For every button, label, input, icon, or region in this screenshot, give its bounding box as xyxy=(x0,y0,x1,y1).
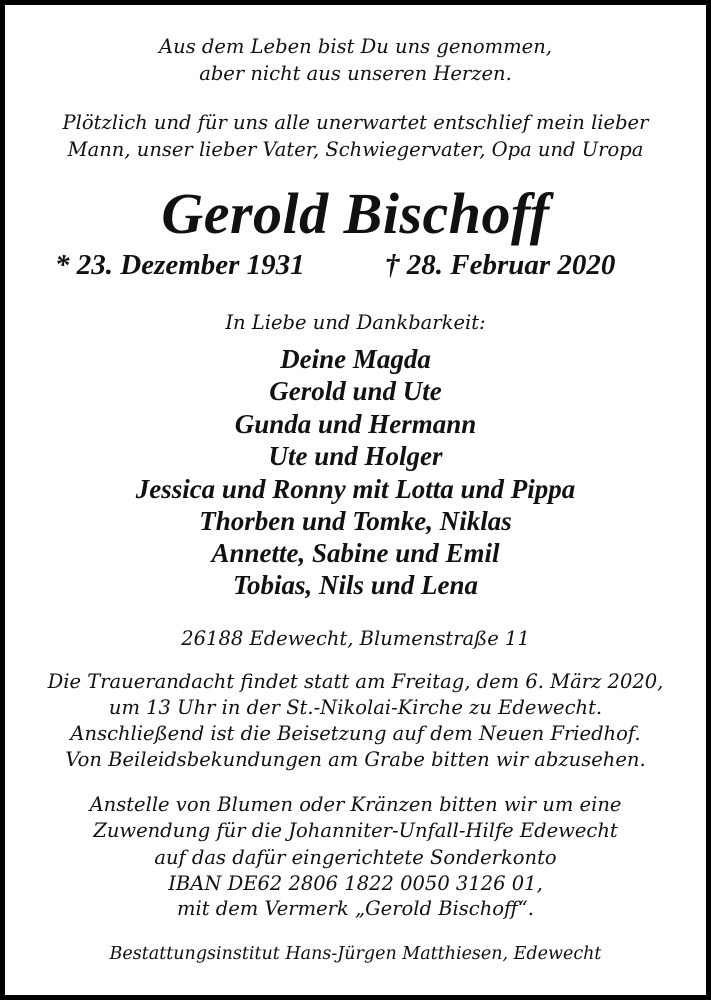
mourner-name: Annette, Sabine und Emil xyxy=(211,538,500,568)
service-line: Die Trauerandacht findet statt am Freitag, dem 6. März 2020, xyxy=(47,670,664,693)
address: 26188 Edewecht, Blumenstraße 11 xyxy=(181,627,530,650)
service-line: Anschließend ist die Beisetzung auf dem Neuen Friedhof. xyxy=(70,722,641,745)
motto-line: Aus dem Leben bist Du uns genommen, xyxy=(159,35,552,58)
mourner-name: Thorben und Tomke, Niklas xyxy=(199,506,512,536)
mourner-name: Gunda und Hermann xyxy=(234,409,477,439)
mourners-intro: In Liebe und Dankbarkeit: xyxy=(225,311,486,334)
death-date: † 28. Februar 2020 xyxy=(385,249,616,281)
intro-line: Mann, unser lieber Vater, Schwiegervater, Opa und Uropa xyxy=(67,138,644,161)
mourner-name: Ute und Holger xyxy=(268,441,443,471)
intro-line: Plötzlich und für uns alle unerwartet entschlief mein lieber xyxy=(62,111,649,134)
life-dates xyxy=(5,249,706,279)
deceased-name: Gerold Bischoff xyxy=(161,181,550,246)
funeral-home: Bestattungsinstitut Hans-Jürgen Matthiesen, Edewecht xyxy=(109,944,602,964)
mourner-name: Gerold und Ute xyxy=(269,376,442,406)
motto-line: aber nicht aus unseren Herzen. xyxy=(199,62,512,85)
service-line: um 13 Uhr in der St.-Nikolai-Kirche zu Edewecht. xyxy=(108,696,603,719)
mourner-name: Jessica und Ronny mit Lotta und Pippa xyxy=(135,474,576,504)
donation-line: auf das dafür eingerichtete Sonderkonto xyxy=(154,846,557,869)
donation-line: Anstelle von Blumen oder Kränzen bitten wir um eine xyxy=(89,793,622,816)
mourner-name: Tobias, Nils und Lena xyxy=(232,570,479,600)
donation-line: Zuwendung für die Johanniter-Unfall-Hilfe Edewecht xyxy=(93,819,618,842)
service-line: Von Beileidsbekundungen am Grabe bitten wir abzusehen. xyxy=(65,748,646,771)
birth-date: * 23. Dezember 1931 xyxy=(55,249,305,281)
donation-line: mit dem Vermerk „Gerold Bischoff“. xyxy=(177,897,534,920)
mourner-name: Deine Magda xyxy=(280,344,431,374)
donation-line: IBAN DE62 2806 1822 0050 3126 01, xyxy=(168,872,543,895)
